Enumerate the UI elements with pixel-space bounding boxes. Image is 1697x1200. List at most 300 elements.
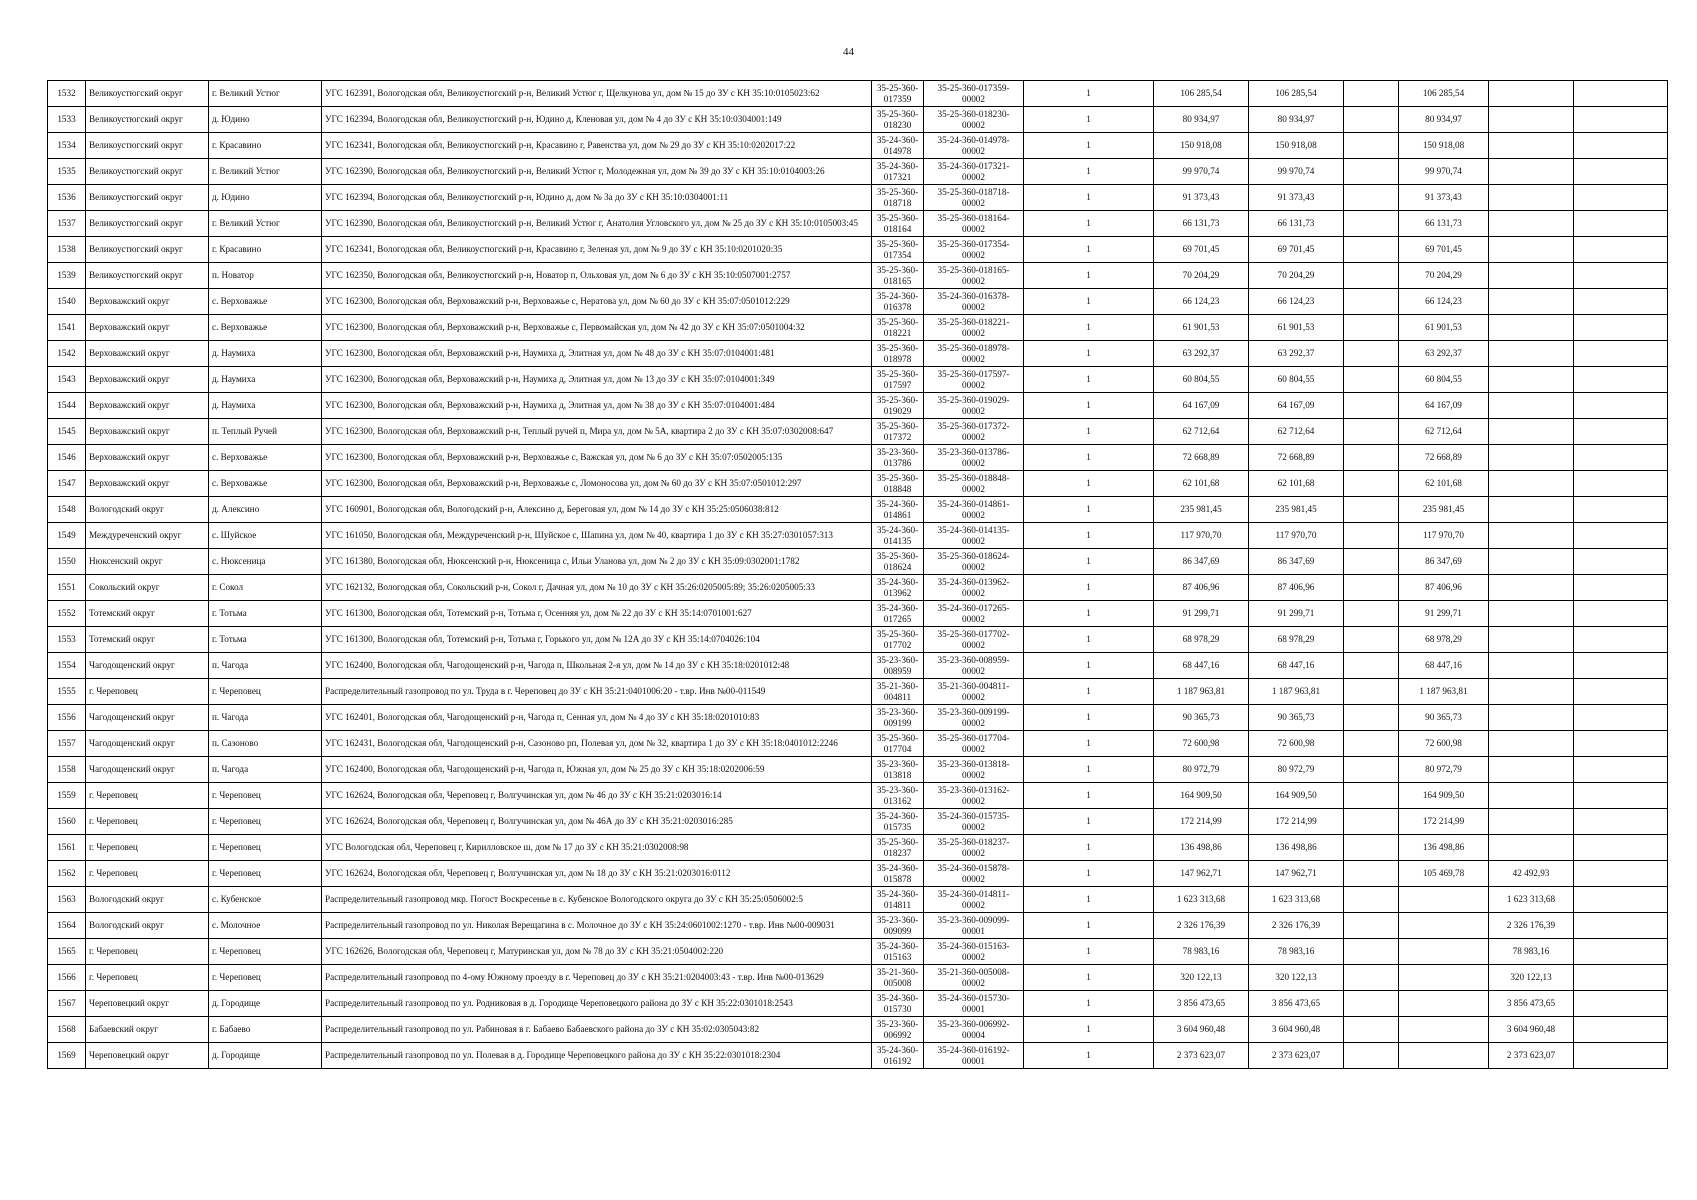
value-cell-2: 62 101,68 (1249, 471, 1344, 497)
table-row (48, 939, 1668, 965)
value-cell-6 (1574, 419, 1668, 445)
object-description-cell: УГС 162300, Вологодская обл, Верховажский р-н, Наумиха д, Элитная ул, дом № 13 до ЗУ с КН 35:07:0104001:349 (322, 367, 872, 393)
value-cell-2: 60 804,55 (1249, 367, 1344, 393)
quantity-cell: 1 (1024, 1017, 1154, 1043)
locality-cell: д. Городище (209, 1043, 322, 1069)
quantity-cell: 1 (1024, 211, 1154, 237)
value-cell-6 (1574, 211, 1668, 237)
value-cell-3 (1344, 939, 1399, 965)
object-code-cell: 35-24-360-016192 (872, 1043, 924, 1069)
inventory-code-cell: 35-23-360-006992-00004 (924, 1017, 1024, 1043)
value-cell-2: 80 934,97 (1249, 107, 1344, 133)
value-cell-6 (1574, 1017, 1668, 1043)
value-cell-6 (1574, 523, 1668, 549)
value-cell-3 (1344, 913, 1399, 939)
page-number: 44 (843, 46, 854, 58)
table-row (48, 783, 1668, 809)
value-cell-1: 69 701,45 (1154, 237, 1249, 263)
row-number: 1563 (48, 887, 86, 913)
row-number: 1562 (48, 861, 86, 887)
quantity-cell: 1 (1024, 289, 1154, 315)
table-row (48, 601, 1668, 627)
value-cell-5: 3 856 473,65 (1489, 991, 1574, 1017)
inventory-code-cell: 35-24-360-017265-00002 (924, 601, 1024, 627)
object-code-cell: 35-24-360-016378 (872, 289, 924, 315)
value-cell-3 (1344, 965, 1399, 991)
object-code-cell: 35-23-360-009199 (872, 705, 924, 731)
value-cell-3 (1344, 627, 1399, 653)
value-cell-4: 70 204,29 (1399, 263, 1489, 289)
value-cell-3 (1344, 81, 1399, 107)
value-cell-5 (1489, 211, 1574, 237)
value-cell-1: 2 326 176,39 (1154, 913, 1249, 939)
row-number: 1564 (48, 913, 86, 939)
inventory-code-cell: 35-25-360-018164-00002 (924, 211, 1024, 237)
object-description-cell: УГС 162300, Вологодская обл, Верховажский р-н, Наумиха д, Элитная ул, дом № 48 до ЗУ с КН 35:07:0104001:481 (322, 341, 872, 367)
object-description-cell: Распределительный газопровод по ул. Полевая в д. Городище Череповецкого района до ЗУ с КН 35:22:0301018:2304 (322, 1043, 872, 1069)
value-cell-5: 78 983,16 (1489, 939, 1574, 965)
district-cell: Великоустюгский округ (86, 107, 209, 133)
quantity-cell: 1 (1024, 653, 1154, 679)
value-cell-2: 61 901,53 (1249, 315, 1344, 341)
value-cell-1: 70 204,29 (1154, 263, 1249, 289)
value-cell-2: 80 972,79 (1249, 757, 1344, 783)
inventory-code-cell: 35-23-360-008959-00002 (924, 653, 1024, 679)
object-code-cell: 35-23-360-008959 (872, 653, 924, 679)
object-code-cell: 35-24-360-013962 (872, 575, 924, 601)
value-cell-6 (1574, 705, 1668, 731)
district-cell: г. Череповец (86, 965, 209, 991)
value-cell-4: 80 934,97 (1399, 107, 1489, 133)
quantity-cell: 1 (1024, 627, 1154, 653)
value-cell-3 (1344, 159, 1399, 185)
district-cell: Чагодощенский округ (86, 757, 209, 783)
value-cell-4: 72 668,89 (1399, 445, 1489, 471)
value-cell-5 (1489, 393, 1574, 419)
value-cell-5 (1489, 445, 1574, 471)
value-cell-4: 62 101,68 (1399, 471, 1489, 497)
table-row (48, 315, 1668, 341)
value-cell-4: 150 918,08 (1399, 133, 1489, 159)
quantity-cell: 1 (1024, 523, 1154, 549)
object-description-cell: УГС 162390, Вологодская обл, Великоустюгский р-н, Великий Устюг г, Молодежная ул, дом № 39 до ЗУ с КН 35:10:0104003:26 (322, 159, 872, 185)
object-code-cell: 35-25-360-017702 (872, 627, 924, 653)
quantity-cell: 1 (1024, 991, 1154, 1017)
value-cell-3 (1344, 133, 1399, 159)
value-cell-6 (1574, 315, 1668, 341)
quantity-cell: 1 (1024, 81, 1154, 107)
locality-cell: п. Теплый Ручей (209, 419, 322, 445)
object-description-cell: УГС Вологодская обл, Череповец г, Кирилловское ш, дом № 17 до ЗУ с КН 35:21:0302008:98 (322, 835, 872, 861)
value-cell-4: 117 970,70 (1399, 523, 1489, 549)
value-cell-3 (1344, 497, 1399, 523)
district-cell: Верховажский округ (86, 289, 209, 315)
value-cell-4: 68 447,16 (1399, 653, 1489, 679)
registry-table (47, 80, 1668, 1069)
quantity-cell: 1 (1024, 913, 1154, 939)
table-row (48, 679, 1668, 705)
table-row (48, 133, 1668, 159)
object-description-cell: УГС 162401, Вологодская обл, Чагодощенский р-н, Чагода п, Сенная ул, дом № 4 до ЗУ с КН 35:18:0201010:83 (322, 705, 872, 731)
value-cell-5 (1489, 315, 1574, 341)
value-cell-1: 3 604 960,48 (1154, 1017, 1249, 1043)
value-cell-6 (1574, 887, 1668, 913)
inventory-code-cell: 35-24-360-016192-00001 (924, 1043, 1024, 1069)
district-cell: Верховажский округ (86, 419, 209, 445)
value-cell-4 (1399, 913, 1489, 939)
value-cell-4: 90 365,73 (1399, 705, 1489, 731)
inventory-code-cell: 35-25-360-018221-00002 (924, 315, 1024, 341)
value-cell-3 (1344, 185, 1399, 211)
quantity-cell: 1 (1024, 497, 1154, 523)
value-cell-6 (1574, 627, 1668, 653)
value-cell-6 (1574, 549, 1668, 575)
inventory-code-cell: 35-21-360-005008-00002 (924, 965, 1024, 991)
value-cell-3 (1344, 1043, 1399, 1069)
value-cell-5 (1489, 471, 1574, 497)
value-cell-6 (1574, 393, 1668, 419)
value-cell-1: 150 918,08 (1154, 133, 1249, 159)
object-description-cell: УГС 162300, Вологодская обл, Верховажский р-н, Наумиха д, Элитная ул, дом № 38 до ЗУ с КН 35:07:0104001:484 (322, 393, 872, 419)
object-description-cell: УГС 162626, Вологодская обл, Череповец г, Матуринская ул, дом № 78 до ЗУ с КН 35:21:0504002:220 (322, 939, 872, 965)
locality-cell: г. Великий Устюг (209, 81, 322, 107)
row-number: 1544 (48, 393, 86, 419)
quantity-cell: 1 (1024, 1043, 1154, 1069)
value-cell-1: 164 909,50 (1154, 783, 1249, 809)
locality-cell: г. Череповец (209, 835, 322, 861)
value-cell-6 (1574, 809, 1668, 835)
district-cell: Великоустюгский округ (86, 211, 209, 237)
quantity-cell: 1 (1024, 341, 1154, 367)
quantity-cell: 1 (1024, 939, 1154, 965)
object-code-cell: 35-25-360-018237 (872, 835, 924, 861)
locality-cell: д. Наумиха (209, 367, 322, 393)
value-cell-4 (1399, 939, 1489, 965)
value-cell-4: 63 292,37 (1399, 341, 1489, 367)
value-cell-1: 72 668,89 (1154, 445, 1249, 471)
table-row (48, 497, 1668, 523)
inventory-code-cell: 35-23-360-013786-00002 (924, 445, 1024, 471)
quantity-cell: 1 (1024, 965, 1154, 991)
value-cell-1: 1 187 963,81 (1154, 679, 1249, 705)
value-cell-1: 147 962,71 (1154, 861, 1249, 887)
object-code-cell: 35-24-360-015735 (872, 809, 924, 835)
locality-cell: п. Чагода (209, 705, 322, 731)
district-cell: г. Череповец (86, 679, 209, 705)
object-description-cell: УГС 162132, Вологодская обл, Сокольский р-н, Сокол г, Дачная ул, дом № 10 до ЗУ с КН 35:26:0205005:89; 35:26:0205005:33 (322, 575, 872, 601)
object-code-cell: 35-25-360-018848 (872, 471, 924, 497)
value-cell-3 (1344, 419, 1399, 445)
district-cell: Великоустюгский округ (86, 263, 209, 289)
value-cell-3 (1344, 991, 1399, 1017)
object-description-cell: УГС 162431, Вологодская обл, Чагодощенский р-н, Сазоново рп, Полевая ул, дом № 32, квартира 1 до ЗУ с КН 35:18:0401012:2246 (322, 731, 872, 757)
object-description-cell: УГС 162391, Вологодская обл, Великоустюгский р-н, Великий Устюг г, Щелкунова ул, дом № 15 до ЗУ с КН 35:10:0105023:62 (322, 81, 872, 107)
district-cell: Сокольский округ (86, 575, 209, 601)
district-cell: Междуреченский округ (86, 523, 209, 549)
locality-cell: д. Юдино (209, 107, 322, 133)
row-number: 1533 (48, 107, 86, 133)
inventory-code-cell: 35-25-360-018848-00002 (924, 471, 1024, 497)
object-description-cell: УГС 162300, Вологодская обл, Верховажский р-н, Верховажье с, Первомайская ул, дом № 42 до ЗУ с КН 35:07:0501004:32 (322, 315, 872, 341)
locality-cell: д. Юдино (209, 185, 322, 211)
value-cell-2: 70 204,29 (1249, 263, 1344, 289)
row-number: 1566 (48, 965, 86, 991)
value-cell-5 (1489, 575, 1574, 601)
table-row (48, 653, 1668, 679)
object-code-cell: 35-25-360-018165 (872, 263, 924, 289)
value-cell-3 (1344, 523, 1399, 549)
object-description-cell: УГС 161300, Вологодская обл, Тотемский р-н, Тотьма г, Горького ул, дом № 12А до ЗУ с КН 35:14:0704026:104 (322, 627, 872, 653)
value-cell-5 (1489, 809, 1574, 835)
quantity-cell: 1 (1024, 185, 1154, 211)
value-cell-4: 68 978,29 (1399, 627, 1489, 653)
value-cell-5 (1489, 341, 1574, 367)
value-cell-4 (1399, 991, 1489, 1017)
object-description-cell: УГС 162400, Вологодская обл, Чагодощенский р-н, Чагода п, Школьная 2-я ул, дом № 14 до ЗУ с КН 35:18:0201012:48 (322, 653, 872, 679)
inventory-code-cell: 35-25-360-019029-00002 (924, 393, 1024, 419)
object-code-cell: 35-25-360-017704 (872, 731, 924, 757)
district-cell: Нюксенский округ (86, 549, 209, 575)
locality-cell: д. Наумиха (209, 393, 322, 419)
inventory-code-cell: 35-24-360-014135-00002 (924, 523, 1024, 549)
table-row (48, 835, 1668, 861)
object-description-cell: УГС 162300, Вологодская обл, Верховажский р-н, Верховажье с, Нератова ул, дом № 60 до ЗУ с КН 35:07:0501012:229 (322, 289, 872, 315)
object-description-cell: УГС 162341, Вологодская обл, Великоустюгский р-н, Красавино г, Зеленая ул, дом № 9 до ЗУ с КН 35:10:0201020:35 (322, 237, 872, 263)
value-cell-5 (1489, 653, 1574, 679)
value-cell-2: 1 623 313,68 (1249, 887, 1344, 913)
quantity-cell: 1 (1024, 679, 1154, 705)
locality-cell: с. Верховажье (209, 445, 322, 471)
value-cell-4: 69 701,45 (1399, 237, 1489, 263)
value-cell-5 (1489, 81, 1574, 107)
value-cell-4: 64 167,09 (1399, 393, 1489, 419)
value-cell-4 (1399, 1017, 1489, 1043)
table-row (48, 289, 1668, 315)
value-cell-4: 62 712,64 (1399, 419, 1489, 445)
locality-cell: д. Алексино (209, 497, 322, 523)
quantity-cell: 1 (1024, 445, 1154, 471)
locality-cell: с. Нюксеница (209, 549, 322, 575)
value-cell-6 (1574, 81, 1668, 107)
object-code-cell: 35-25-360-018230 (872, 107, 924, 133)
value-cell-2: 72 600,98 (1249, 731, 1344, 757)
district-cell: Великоустюгский округ (86, 237, 209, 263)
object-description-cell: УГС 162390, Вологодская обл, Великоустюгский р-н, Великий Устюг г, Анатолия Угловского ул, дом № 25 до ЗУ с КН 35:10:0105003:45 (322, 211, 872, 237)
row-number: 1567 (48, 991, 86, 1017)
value-cell-6 (1574, 913, 1668, 939)
value-cell-5: 1 623 313,68 (1489, 887, 1574, 913)
row-number: 1558 (48, 757, 86, 783)
value-cell-3 (1344, 887, 1399, 913)
locality-cell: с. Верховажье (209, 315, 322, 341)
quantity-cell: 1 (1024, 367, 1154, 393)
value-cell-1: 106 285,54 (1154, 81, 1249, 107)
locality-cell: п. Новатор (209, 263, 322, 289)
value-cell-1: 62 101,68 (1154, 471, 1249, 497)
row-number: 1546 (48, 445, 86, 471)
row-number: 1548 (48, 497, 86, 523)
district-cell: Великоустюгский округ (86, 185, 209, 211)
object-code-cell: 35-25-360-018221 (872, 315, 924, 341)
value-cell-3 (1344, 393, 1399, 419)
value-cell-6 (1574, 575, 1668, 601)
table-row (48, 913, 1668, 939)
registry-table-body (48, 81, 1668, 1069)
table-row (48, 627, 1668, 653)
value-cell-2: 66 131,73 (1249, 211, 1344, 237)
value-cell-6 (1574, 133, 1668, 159)
locality-cell: г. Череповец (209, 809, 322, 835)
value-cell-2: 64 167,09 (1249, 393, 1344, 419)
object-description-cell: УГС 162341, Вологодская обл, Великоустюгский р-н, Красавино г, Равенства ул, дом № 29 до ЗУ с КН 35:10:0202017:22 (322, 133, 872, 159)
value-cell-1: 61 901,53 (1154, 315, 1249, 341)
value-cell-6 (1574, 653, 1668, 679)
value-cell-2: 3 856 473,65 (1249, 991, 1344, 1017)
locality-cell: г. Тотьма (209, 601, 322, 627)
quantity-cell: 1 (1024, 783, 1154, 809)
locality-cell: с. Молочное (209, 913, 322, 939)
value-cell-2: 91 373,43 (1249, 185, 1344, 211)
object-code-cell: 35-23-360-006992 (872, 1017, 924, 1043)
value-cell-1: 99 970,74 (1154, 159, 1249, 185)
value-cell-3 (1344, 601, 1399, 627)
value-cell-3 (1344, 263, 1399, 289)
value-cell-5 (1489, 835, 1574, 861)
inventory-code-cell: 35-24-360-016378-00002 (924, 289, 1024, 315)
inventory-code-cell: 35-25-360-017359-00002 (924, 81, 1024, 107)
table-row (48, 1043, 1668, 1069)
locality-cell: г. Бабаево (209, 1017, 322, 1043)
value-cell-6 (1574, 601, 1668, 627)
row-number: 1561 (48, 835, 86, 861)
value-cell-5 (1489, 289, 1574, 315)
object-code-cell: 35-23-360-013162 (872, 783, 924, 809)
inventory-code-cell: 35-24-360-015735-00002 (924, 809, 1024, 835)
value-cell-1: 80 934,97 (1154, 107, 1249, 133)
object-code-cell: 35-25-360-018978 (872, 341, 924, 367)
value-cell-1: 91 299,71 (1154, 601, 1249, 627)
object-code-cell: 35-24-360-015878 (872, 861, 924, 887)
value-cell-4: 87 406,96 (1399, 575, 1489, 601)
value-cell-5: 2 326 176,39 (1489, 913, 1574, 939)
object-code-cell: 35-24-360-015163 (872, 939, 924, 965)
district-cell: г. Череповец (86, 939, 209, 965)
table-row (48, 471, 1668, 497)
row-number: 1542 (48, 341, 86, 367)
locality-cell: г. Череповец (209, 939, 322, 965)
value-cell-3 (1344, 107, 1399, 133)
value-cell-1: 72 600,98 (1154, 731, 1249, 757)
object-description-cell: УГС 162300, Вологодская обл, Верховажский р-н, Верховажье с, Ломоносова ул, дом № 60 до ЗУ с КН 35:07:0501012:297 (322, 471, 872, 497)
value-cell-1: 235 981,45 (1154, 497, 1249, 523)
value-cell-1: 136 498,86 (1154, 835, 1249, 861)
value-cell-4: 60 804,55 (1399, 367, 1489, 393)
row-number: 1568 (48, 1017, 86, 1043)
inventory-code-cell: 35-23-360-009199-00002 (924, 705, 1024, 731)
object-description-cell: УГС 162394, Вологодская обл, Великоустюгский р-н, Юдино д, Кленовая ул, дом № 4 до ЗУ с КН 35:10:0304001:149 (322, 107, 872, 133)
value-cell-1: 68 978,29 (1154, 627, 1249, 653)
value-cell-3 (1344, 835, 1399, 861)
row-number: 1559 (48, 783, 86, 809)
inventory-code-cell: 35-24-360-014978-00002 (924, 133, 1024, 159)
value-cell-6 (1574, 861, 1668, 887)
district-cell: г. Череповец (86, 861, 209, 887)
value-cell-6 (1574, 445, 1668, 471)
row-number: 1560 (48, 809, 86, 835)
table-row (48, 393, 1668, 419)
value-cell-1: 87 406,96 (1154, 575, 1249, 601)
value-cell-5: 2 373 623,07 (1489, 1043, 1574, 1069)
table-row (48, 211, 1668, 237)
value-cell-2: 235 981,45 (1249, 497, 1344, 523)
value-cell-5 (1489, 159, 1574, 185)
value-cell-4: 72 600,98 (1399, 731, 1489, 757)
district-cell: Великоустюгский округ (86, 159, 209, 185)
object-description-cell: Распределительный газопровод по 4-ому Южному проезду в г. Череповец до ЗУ с КН 35:21:0204003:43 - т.вр. Инв №00-013629 (322, 965, 872, 991)
table-row (48, 1017, 1668, 1043)
value-cell-5 (1489, 757, 1574, 783)
value-cell-3 (1344, 653, 1399, 679)
value-cell-2: 136 498,86 (1249, 835, 1344, 861)
value-cell-1: 68 447,16 (1154, 653, 1249, 679)
value-cell-3 (1344, 575, 1399, 601)
locality-cell: г. Великий Устюг (209, 211, 322, 237)
value-cell-5 (1489, 185, 1574, 211)
value-cell-5 (1489, 601, 1574, 627)
locality-cell: г. Череповец (209, 965, 322, 991)
inventory-code-cell: 35-24-360-014811-00002 (924, 887, 1024, 913)
value-cell-1: 60 804,55 (1154, 367, 1249, 393)
value-cell-3 (1344, 861, 1399, 887)
object-description-cell: УГС 162624, Вологодская обл, Череповец г, Волгучинская ул, дом № 18 до ЗУ с КН 35:21:0203016:0112 (322, 861, 872, 887)
value-cell-1: 64 167,09 (1154, 393, 1249, 419)
district-cell: Верховажский округ (86, 471, 209, 497)
district-cell: Вологодский округ (86, 913, 209, 939)
object-description-cell: УГС 160901, Вологодская обл, Вологодский р-н, Алексино д, Береговая ул, дом № 14 до ЗУ с КН 35:25:0506038:812 (322, 497, 872, 523)
inventory-code-cell: 35-24-360-013962-00002 (924, 575, 1024, 601)
row-number: 1538 (48, 237, 86, 263)
row-number: 1545 (48, 419, 86, 445)
table-row (48, 705, 1668, 731)
value-cell-3 (1344, 679, 1399, 705)
value-cell-4: 235 981,45 (1399, 497, 1489, 523)
value-cell-6 (1574, 835, 1668, 861)
row-number: 1540 (48, 289, 86, 315)
value-cell-3 (1344, 705, 1399, 731)
value-cell-2: 91 299,71 (1249, 601, 1344, 627)
value-cell-2: 106 285,54 (1249, 81, 1344, 107)
object-description-cell: УГС 161380, Вологодская обл, Нюксенский р-н, Нюксеница с, Ильи Уланова ул, дом № 2 до ЗУ с КН 35:09:0302001:1782 (322, 549, 872, 575)
value-cell-3 (1344, 783, 1399, 809)
value-cell-5 (1489, 627, 1574, 653)
value-cell-3 (1344, 237, 1399, 263)
value-cell-4: 99 970,74 (1399, 159, 1489, 185)
object-description-cell: УГС 162300, Вологодская обл, Верховажский р-н, Теплый ручей п, Мира ул, дом № 5А, квартира 2 до ЗУ с КН 35:07:0302008:647 (322, 419, 872, 445)
value-cell-5 (1489, 549, 1574, 575)
value-cell-2: 2 373 623,07 (1249, 1043, 1344, 1069)
object-code-cell: 35-24-360-014811 (872, 887, 924, 913)
quantity-cell: 1 (1024, 601, 1154, 627)
quantity-cell: 1 (1024, 419, 1154, 445)
value-cell-3 (1344, 809, 1399, 835)
value-cell-6 (1574, 159, 1668, 185)
value-cell-5 (1489, 705, 1574, 731)
value-cell-3 (1344, 1017, 1399, 1043)
row-number: 1552 (48, 601, 86, 627)
quantity-cell: 1 (1024, 133, 1154, 159)
value-cell-2: 150 918,08 (1249, 133, 1344, 159)
object-code-cell: 35-23-360-009099 (872, 913, 924, 939)
